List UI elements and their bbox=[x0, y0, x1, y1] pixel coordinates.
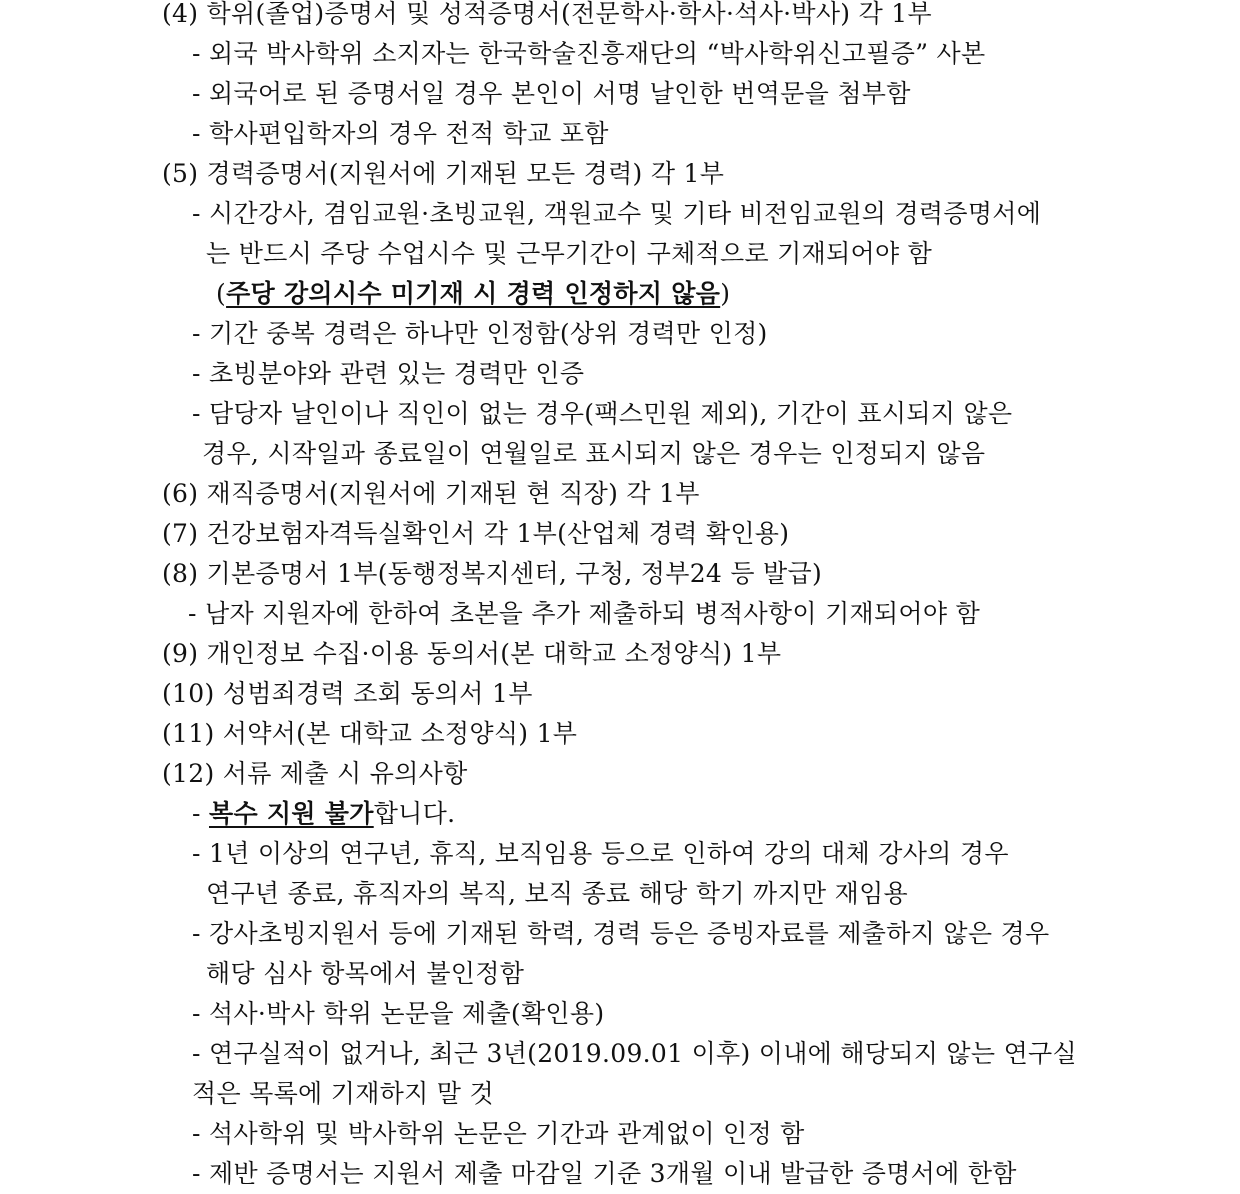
note-related-career-only: - 초빙분야와 관련 있는 경력만 인증 bbox=[192, 359, 585, 388]
note-certificate-validity: - 제반 증명서는 지원서 제출 마감일 기준 3개월 이내 발급한 증명서에 한함 bbox=[192, 1159, 1017, 1188]
note-missing-seal: - 담당자 날인이나 직인이 없는 경우(팩스민원 제외), 기간이 표시되지 않은 bbox=[192, 399, 1013, 428]
note-foreign-language-translation: - 외국어로 된 증명서일 경우 본인이 서명 날인한 번역문을 첨부함 bbox=[192, 79, 911, 108]
note-thesis-submission: - 석사·박사 학위 논문을 제출(확인용) bbox=[192, 999, 605, 1028]
item-4-degree-certificate: (4) 학위(졸업)증명서 및 성적증명서(전문학사·학사·석사·박사) 각 1부 bbox=[162, 0, 932, 28]
item-11-pledge: (11) 서약서(본 대학교 소정양식) 1부 bbox=[162, 719, 578, 748]
item-12-submission-notes: (12) 서류 제출 시 유의사항 bbox=[162, 759, 468, 788]
note-evidence-required: - 강사초빙지원서 등에 기재된 학력, 경력 등은 증빙자료를 제출하지 않은 경우 bbox=[192, 919, 1050, 948]
note-part-time-instructor-cont: 는 반드시 주당 수업시수 및 근무기간이 구체적으로 기재되어야 함 bbox=[206, 239, 933, 268]
weekly-hours-emphasis: 주당 강의시수 미기재 시 경력 인정하지 않음 bbox=[226, 279, 721, 308]
note-thesis-recognition: - 석사학위 및 박사학위 논문은 기간과 관계없이 인정 함 bbox=[192, 1119, 805, 1148]
note-substitute-instructor-cont: 연구년 종료, 휴직자의 복직, 보직 종료 해당 학기 까지만 재임용 bbox=[206, 879, 908, 908]
item-7-health-insurance: (7) 건강보험자격득실확인서 각 1부(산업체 경력 확인용) bbox=[162, 519, 790, 548]
note-substitute-instructor: - 1년 이상의 연구년, 휴직, 보직임용 등으로 인하여 강의 대체 강사의 경우 bbox=[192, 839, 1009, 868]
item-6-employment-certificate: (6) 재직증명서(지원서에 기재된 현 직장) 각 1부 bbox=[162, 479, 700, 508]
note-male-applicant: - 남자 지원자에 한하여 초본을 추가 제출하되 병적사항이 기재되어야 함 bbox=[188, 599, 981, 628]
note-research-record-cont: 적은 목록에 기재하지 말 것 bbox=[192, 1079, 494, 1108]
multiple-application-emphasis: 복수 지원 불가 bbox=[209, 799, 374, 828]
note-weekly-hours-warning: (주당 강의시수 미기재 시 경력 인정하지 않음) bbox=[216, 279, 731, 308]
note-no-multiple-application: - 복수 지원 불가합니다. bbox=[192, 799, 456, 828]
note-part-time-instructor: - 시간강사, 겸임교원·초빙교원, 객원교수 및 기타 비전임교원의 경력증명서에 bbox=[192, 199, 1042, 228]
note-evidence-required-cont: 해당 심사 항목에서 불인정함 bbox=[206, 959, 525, 988]
note-research-record: - 연구실적이 없거나, 최근 3년(2019.09.01 이후) 이내에 해당되지 않는 연구실 bbox=[192, 1039, 1077, 1068]
note-foreign-doctorate: - 외국 박사학위 소지자는 한국학술진흥재단의 “박사학위신고필증” 사본 bbox=[192, 39, 986, 68]
note-missing-seal-cont: 경우, 시작일과 종료일이 연월일로 표시되지 않은 경우는 인정되지 않음 bbox=[202, 439, 986, 468]
item-5-career-certificate: (5) 경력증명서(지원서에 기재된 모든 경력) 각 1부 bbox=[162, 159, 725, 188]
item-9-privacy-consent: (9) 개인정보 수집·이용 동의서(본 대학교 소정양식) 1부 bbox=[162, 639, 782, 668]
note-transfer-student: - 학사편입학자의 경우 전적 학교 포함 bbox=[192, 119, 609, 148]
item-10-crime-record-consent: (10) 성범죄경력 조회 동의서 1부 bbox=[162, 679, 533, 708]
note-overlapping-career: - 기간 중복 경력은 하나만 인정함(상위 경력만 인정) bbox=[192, 319, 768, 348]
item-8-basic-certificate: (8) 기본증명서 1부(동행정복지센터, 구청, 정부24 등 발급) bbox=[162, 559, 823, 588]
